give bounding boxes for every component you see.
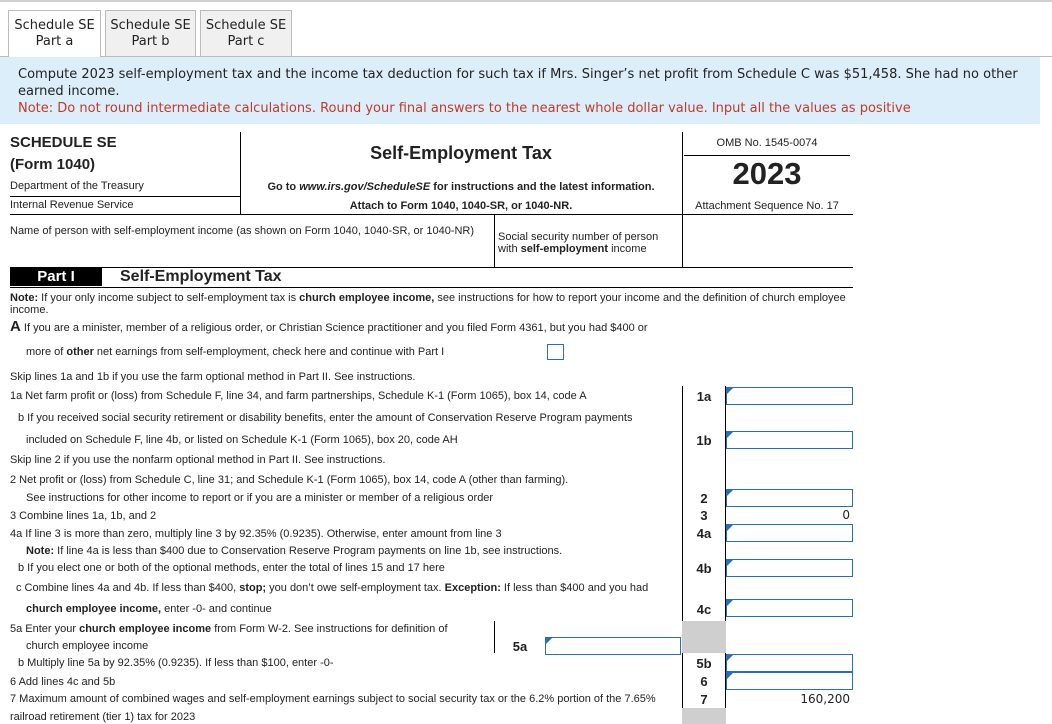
line-number-1b: 1b — [696, 433, 712, 448]
line-a-continued — [26, 346, 444, 359]
instructions-panel — [0, 57, 1040, 124]
department: Department of the Treasury — [10, 180, 144, 192]
line-3-text: 3 Combine lines 1a, 1b, and 2 — [10, 510, 157, 522]
line-number-6: 6 — [700, 674, 708, 689]
part-title: Self-Employment Tax — [120, 268, 282, 285]
line-a-bold: other — [66, 346, 94, 358]
top-border — [0, 0, 1052, 2]
line-1b-text-cont: included on Schedule F, line 4b, or listed on Schedule K-1 (Form 1065), box 20, code AH — [26, 434, 458, 446]
tab-label-line1: Schedule SE — [110, 18, 191, 33]
line-4b-text: b If you elect one or both of the optional methods, enter the total of lines 15 and 17 here — [18, 562, 445, 574]
line-4c-text — [16, 582, 648, 595]
line-4c-input[interactable] — [726, 599, 853, 617]
part-note-line1 — [10, 292, 846, 305]
line-2-text-cont: See instructions for other income to report or if you are a minister or member of a religious order — [26, 492, 494, 504]
line-4c-bold: Exception: — [444, 582, 501, 594]
line-5a-part: 5a Enter your — [10, 623, 80, 635]
line-1a-text: 1a Net farm profit or (loss) from Schedule F, line 34, and farm partnerships, Schedule K-1 (Form 1065), box 14, code A — [10, 390, 587, 402]
line-5b-text: b Multiply line 5a by 92.35% (0.9235). If less than $100, enter -0- — [18, 657, 334, 669]
line-1b-text: b If you received social security retirement or disability benefits, enter the amount of Conservation Reserve Program payments — [18, 412, 633, 424]
ssn-label-bold: self-employment — [520, 243, 609, 255]
line-6-input[interactable] — [726, 672, 853, 690]
line-3-value: 0 — [842, 508, 850, 522]
form-number: (Form 1040) — [10, 156, 96, 173]
irs-url: www.irs.gov/ScheduleSE — [299, 181, 431, 193]
line-4c-part: you don’t owe self-employment tax. — [266, 582, 445, 594]
line-number-4a: 4a — [696, 526, 712, 541]
goto-prefix: Go to — [267, 181, 300, 193]
line-4c-part: enter -0- and continue — [161, 603, 272, 615]
line-number-5a: 5a — [512, 639, 528, 654]
line-4a-text: 4a If line 3 is more than zero, multiply line 3 by 92.35% (0.9235). Otherwise, enter amount from line 3 — [10, 528, 502, 540]
line-5a-bold: church employee income — [79, 623, 212, 635]
line-number-3: 3 — [700, 508, 708, 523]
minister-checkbox[interactable] — [547, 344, 564, 360]
ssn-label-part: income — [608, 243, 647, 255]
goto-suffix: for instructions and the latest information. — [430, 181, 655, 193]
note-text: If your only income subject to self-employment tax is — [38, 292, 300, 304]
schedule-title: SCHEDULE SE — [10, 134, 117, 151]
line-7-text-cont: railroad retirement (tier 1) tax for 2023 — [10, 711, 196, 723]
line-1b-input[interactable] — [726, 431, 853, 449]
divider — [682, 214, 683, 267]
line-7-text: 7 Maximum amount of combined wages and self-employment earnings subject to social security tax or the 6.2% portion of the 7.65% — [10, 693, 656, 705]
line-a-letter: A — [10, 318, 21, 335]
tab-schedule-se-part-b[interactable] — [105, 10, 196, 56]
line-a-text: more of — [26, 346, 67, 358]
divider — [494, 621, 495, 653]
irs-label: Internal Revenue Service — [10, 199, 134, 211]
ssn-label-line1: Social security number of person — [498, 231, 659, 243]
shaded-cell — [682, 621, 726, 653]
tab-label-line2: Part a — [35, 34, 74, 49]
divider — [10, 214, 853, 215]
line-5a-text-cont: church employee income — [26, 640, 149, 652]
line-2-text: 2 Net profit or (loss) from Schedule C, line 31; and Schedule K-1 (Form 1065), box 14, code A (other than farming). — [10, 474, 569, 486]
line-4b-input[interactable] — [726, 559, 853, 577]
attachment-sequence: Attachment Sequence No. 17 — [695, 200, 839, 212]
line-2-input[interactable] — [726, 489, 853, 507]
line-5a-part: from Form W-2. See instructions for definition of — [211, 623, 448, 635]
note-text: If line 4a is less than $400 due to Conservation Reserve Program payments on line 1b, see instructions. — [54, 545, 563, 557]
name-label: Name of person with self-employment income (as shown on Form 1040, 1040-SR, or 1040-NR) — [10, 225, 475, 237]
instruction-note: Note: Do not round intermediate calculations. Round your final answers to the nearest whole dollar value. Input all the values as positive — [18, 101, 911, 116]
line-7-value: 160,200 — [800, 692, 850, 706]
divider — [494, 214, 495, 267]
divider — [10, 196, 240, 197]
omb-number: OMB No. 1545-0074 — [716, 137, 818, 149]
line-5a-input[interactable] — [545, 637, 681, 655]
shaded-cell — [682, 708, 726, 724]
part-note-line2: income. — [10, 304, 49, 316]
line-number-7: 7 — [700, 692, 708, 707]
note-text: see instructions for how to report your income and the definition of church employee — [434, 292, 846, 304]
line-number-4c: 4c — [696, 602, 712, 617]
ssn-label-line2 — [498, 243, 658, 255]
line-a-text: If you are a minister, member of a religious order, or Christian Science practitioner and you filed Form 4361, but you had $400 or — [20, 322, 648, 334]
line-5b-input[interactable] — [726, 654, 853, 672]
line-4c-part: If less than $400 and you had — [500, 582, 649, 594]
skip-note-2: Skip line 2 if you use the nonfarm optional method in Part II. See instructions. — [10, 454, 386, 466]
line-number-4b: 4b — [696, 561, 712, 576]
line-4c-bold: stop; — [239, 582, 267, 594]
ssn-label-part: with — [498, 243, 521, 255]
divider — [240, 132, 241, 214]
form-title: Self-Employment Tax — [370, 143, 552, 163]
line-number-5b: 5b — [696, 656, 712, 671]
note-bold: church employee income, — [299, 292, 435, 304]
tax-year: 2023 — [732, 156, 802, 191]
line-a-text: net earnings from self-employment, check here and continue with Part I — [93, 346, 445, 358]
part-badge: Part I — [10, 268, 102, 286]
line-5a-text — [10, 623, 448, 636]
tab-schedule-se-part-a[interactable] — [8, 10, 101, 57]
skip-note-1: Skip lines 1a and 1b if you use the farm optional method in Part II. See instructions. — [10, 371, 416, 383]
divider — [10, 287, 853, 288]
attach-note: Attach to Form 1040, 1040-SR, or 1040-NR. — [349, 200, 573, 212]
goto-instructions — [242, 181, 680, 193]
line-a — [10, 320, 648, 335]
line-4c-bold: church employee income, — [26, 603, 162, 615]
line-number-1a: 1a — [696, 389, 712, 404]
line-4a-note — [26, 545, 562, 558]
tab-schedule-se-part-c[interactable] — [200, 10, 292, 56]
note-bold: Note: — [10, 292, 39, 304]
line-4c-part: c Combine lines 4a and 4b. If less than $400, — [16, 582, 240, 594]
tab-label-line2: Part c — [227, 34, 265, 49]
question-text: Compute 2023 self-employment tax and the income tax deduction for such tax if Mrs. Singer’s net profit from Schedule C was $51,458. She had no other earned income. — [18, 67, 1018, 99]
note-bold: Note: — [26, 545, 55, 557]
line-1a-input[interactable] — [726, 387, 853, 405]
line-4a-input[interactable] — [726, 524, 853, 542]
tab-label-line1: Schedule SE — [14, 18, 95, 33]
line-6-text: 6 Add lines 4c and 5b — [10, 676, 116, 688]
divider — [682, 132, 683, 214]
ssn-label — [498, 231, 658, 255]
line-number-2: 2 — [700, 491, 708, 506]
line-4c-text-cont — [26, 603, 272, 616]
tab-label-line1: Schedule SE — [205, 18, 287, 33]
tab-label-line2: Part b — [131, 34, 170, 49]
